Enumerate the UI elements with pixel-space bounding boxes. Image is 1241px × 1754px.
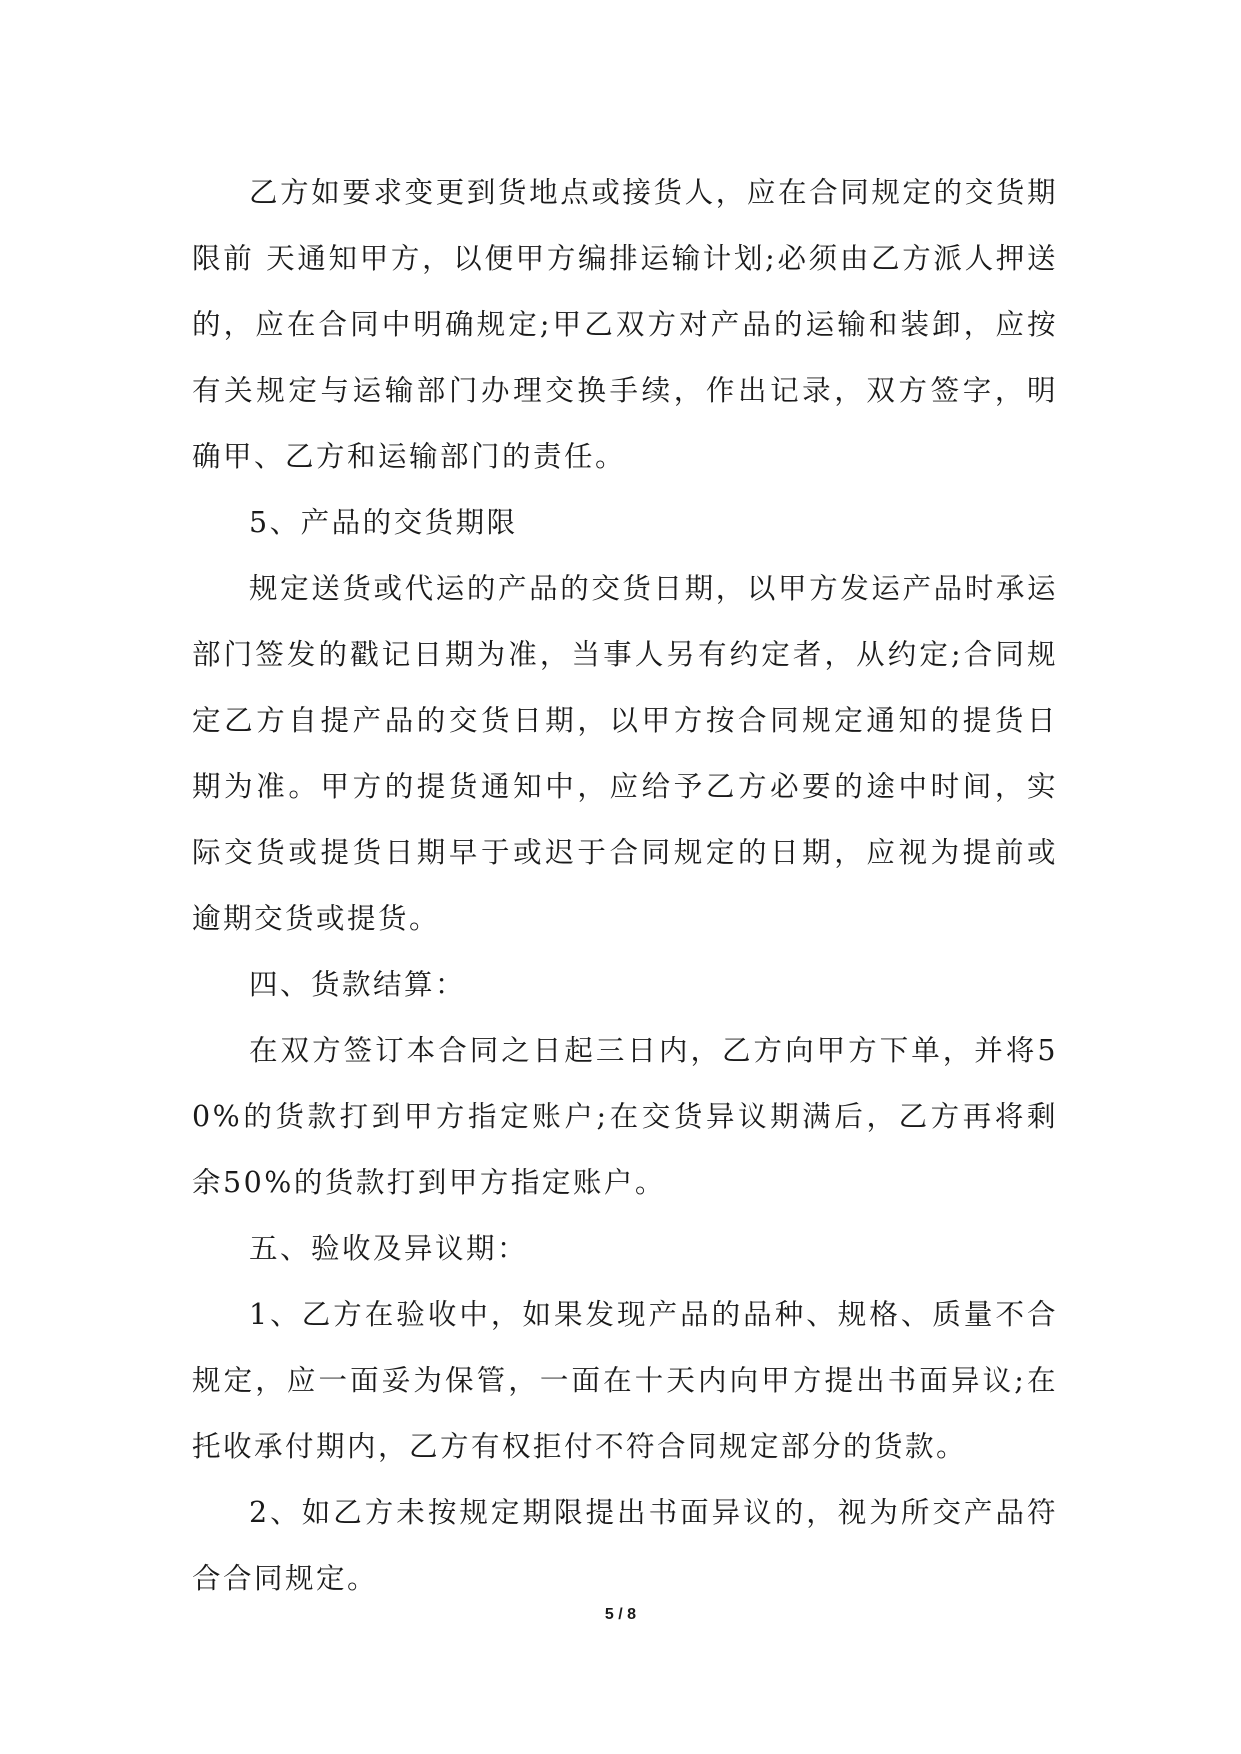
paragraph-acceptance-clause-2: 2、如乙方未按规定期限提出书面异议的，视为所交产品符合合同规定。 — [192, 1496, 1058, 1595]
heading-acceptance-objection: 五、验收及异议期： — [249, 1232, 529, 1265]
heading-delivery-period: 5、产品的交货期限 — [249, 506, 518, 539]
paragraph-delivery-date: 规定送货或代运的产品的交货日期，以甲方发运产品时承运部门签发的戳记日期为准，当事人另有约定者，从约定;合同规定乙方自提产品的交货日期，以甲方按合同规定通知的提货日期为准。甲方的提货通知中，应给予乙方必要的途中时间，实际交货或提货日期早于或迟于合同规定的日期，应视为提前或逾期交货或提货。 — [192, 572, 1058, 935]
document-body — [192, 160, 1058, 1612]
paragraph-payment-terms: 在双方签订本合同之日起三日内，乙方向甲方下单，并将50%的货款打到甲方指定账户;在交货异议期满后，乙方再将剩余50%的货款打到甲方指定账户。 — [192, 1034, 1058, 1199]
paragraph-delivery-change: 乙方如要求变更到货地点或接货人，应在合同规定的交货期限前 天通知甲方，以便甲方编排运输计划;必须由乙方派人押送的，应在合同中明确规定;甲乙双方对产品的运输和装卸，应按有关规定与运输部门办理交换手续，作出记录，双方签字，明确甲、乙方和运输部门的责任。 — [192, 176, 1058, 473]
paragraph-acceptance-clause-1: 1、乙方在验收中，如果发现产品的品种、规格、质量不合规定，应一面妥为保管，一面在十天内向甲方提出书面异议;在托收承付期内，乙方有权拒付不符合同规定部分的货款。 — [192, 1298, 1058, 1463]
page-number: 5 / 8 — [604, 1606, 637, 1623]
heading-payment-settlement: 四、货款结算： — [249, 968, 467, 1001]
